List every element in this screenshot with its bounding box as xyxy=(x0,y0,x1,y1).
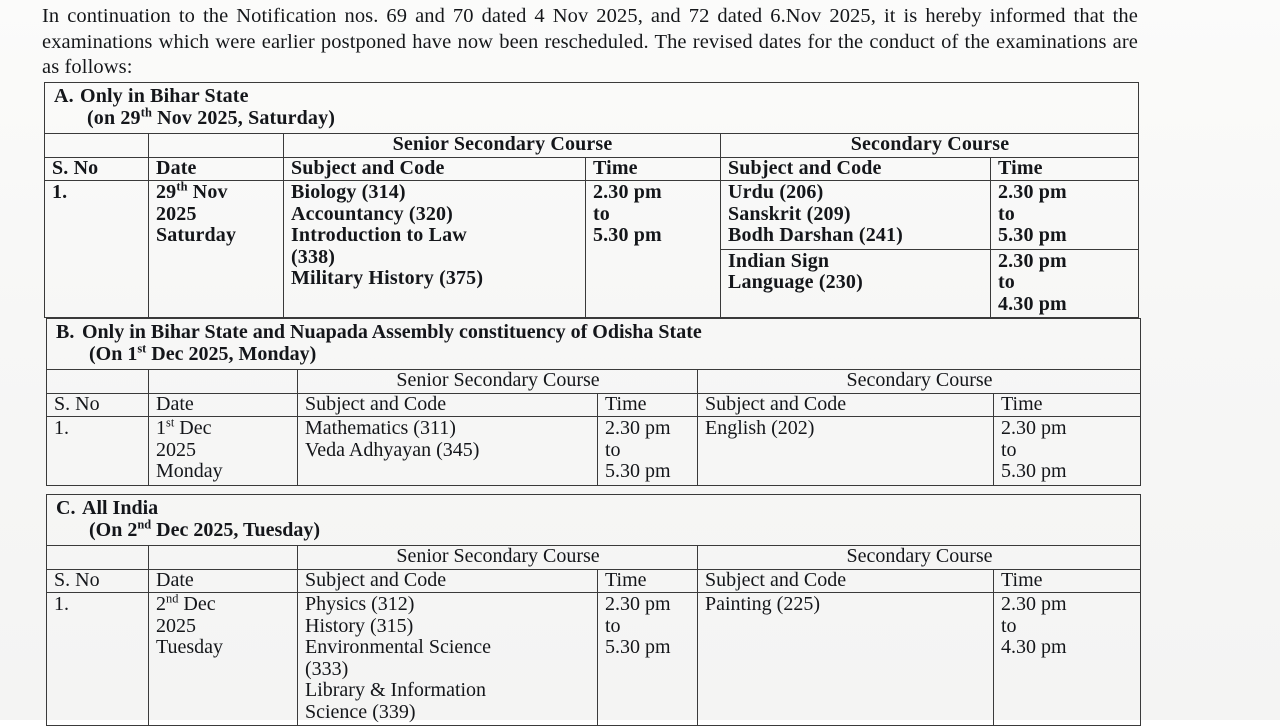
time-line: to xyxy=(998,271,1015,293)
cell-senior-time xyxy=(598,417,698,486)
date-month: Nov xyxy=(187,181,228,203)
date-year: 2025 xyxy=(156,614,196,637)
section-b-subtitle-sup: st xyxy=(137,340,147,355)
subject-item: Mathematics (311) xyxy=(305,417,456,439)
section-c-heading xyxy=(47,495,1141,546)
group-header-row xyxy=(45,134,1139,158)
subject-item: (333) xyxy=(305,657,349,680)
date-year: 2025 xyxy=(156,202,197,225)
column-header-subject-senior: Subject and Code xyxy=(284,157,586,181)
column-header-date: Date xyxy=(149,569,298,593)
subject-item: (338) xyxy=(291,245,336,268)
column-header-sno: S. No xyxy=(47,569,149,593)
time-line: 5.30 pm xyxy=(998,224,1067,246)
section-heading-row xyxy=(47,319,1141,370)
date-month: Dec xyxy=(174,417,212,439)
cell-sno: 1. xyxy=(47,417,149,486)
date-weekday: Monday xyxy=(156,460,223,482)
section-heading-row xyxy=(45,83,1139,134)
cell-secondary-time xyxy=(994,593,1141,726)
time-line: 2.30 pm xyxy=(998,181,1067,203)
column-header-sno: S. No xyxy=(45,157,149,181)
subject-item: Bodh Darshan (241) xyxy=(728,224,903,246)
subject-item: Painting (225) xyxy=(705,593,820,615)
table-row xyxy=(47,417,1141,486)
section-a-subtitle-suffix: Nov 2025, Saturday) xyxy=(152,106,336,129)
group-header-secondary: Secondary Course xyxy=(698,370,1141,394)
section-a-heading xyxy=(45,83,1139,134)
table-row xyxy=(47,593,1141,726)
column-header-subject-secondary: Subject and Code xyxy=(698,569,994,593)
time-line: 4.30 pm xyxy=(1001,636,1067,658)
section-a-label: A. xyxy=(54,85,74,107)
date-weekday: Saturday xyxy=(156,224,237,246)
column-header-subject-secondary: Subject and Code xyxy=(698,393,994,417)
cell-date xyxy=(149,593,298,726)
group-header-secondary: Secondary Course xyxy=(721,134,1139,158)
column-header-time-senior: Time xyxy=(586,157,721,181)
schedule-table-c xyxy=(46,494,1141,726)
intro-paragraph xyxy=(42,4,1138,81)
section-a-subtitle-sup: th xyxy=(140,104,153,119)
date-day-suffix: st xyxy=(166,415,175,430)
intro-line-3: rescheduled. The revised dates for the conduct of the examinations are as follows: xyxy=(42,30,1138,78)
cell-secondary-time xyxy=(991,181,1139,250)
subject-item: Urdu (206) xyxy=(728,181,824,203)
column-header-time-senior: Time xyxy=(598,569,698,593)
group-header-row xyxy=(47,546,1141,570)
section-c-subtitle-sup: nd xyxy=(137,516,152,531)
section-a-subtitle-prefix: (on 29 xyxy=(87,106,141,129)
cell-senior-subjects xyxy=(298,593,598,726)
time-line: 4.30 pm xyxy=(998,292,1067,315)
time-line: 2.30 pm xyxy=(1001,593,1067,615)
cell-secondary-time xyxy=(994,417,1141,486)
subject-item: History (315) xyxy=(305,614,414,637)
section-b-label: B. xyxy=(56,321,75,343)
intro-line-2: it is hereby informed that the examinations which were earlier postponed have now been xyxy=(42,5,1138,53)
date-year: 2025 xyxy=(156,438,196,461)
time-line: to xyxy=(605,438,621,461)
schedule-table-b xyxy=(46,318,1141,486)
cell-sno: 1. xyxy=(47,593,149,726)
subject-item: English (202) xyxy=(705,417,815,439)
column-header-date: Date xyxy=(149,157,284,181)
section-b-heading xyxy=(47,319,1141,370)
subject-item: Military History (375) xyxy=(291,267,484,289)
time-line: 2.30 pm xyxy=(605,593,671,615)
cell-secondary-subjects xyxy=(721,249,991,318)
time-line: to xyxy=(1001,438,1017,461)
column-header-time-secondary: Time xyxy=(994,393,1141,417)
section-heading-row xyxy=(47,495,1141,546)
column-header-date: Date xyxy=(149,393,298,417)
date-day-suffix: nd xyxy=(166,591,179,606)
time-line: 5.30 pm xyxy=(605,460,671,482)
spacer-cell xyxy=(149,546,298,570)
column-header-time-secondary: Time xyxy=(994,569,1141,593)
date-month: Dec xyxy=(178,593,216,615)
time-line: 5.30 pm xyxy=(1001,460,1067,482)
time-line: 2.30 pm xyxy=(593,181,662,203)
group-header-senior-secondary: Senior Secondary Course xyxy=(284,134,721,158)
section-b-title: Only in Bihar State and Nuapada Assembly constituency of Odisha State xyxy=(82,321,702,343)
column-header-row xyxy=(45,157,1139,181)
column-header-subject-secondary: Subject and Code xyxy=(721,157,991,181)
date-day: 29 xyxy=(156,181,177,203)
schedule-table-a xyxy=(44,82,1139,318)
spacer-cell xyxy=(47,546,149,570)
column-header-subject-senior: Subject and Code xyxy=(298,393,598,417)
section-c-label: C. xyxy=(56,497,76,519)
subject-item: Introduction to Law xyxy=(291,224,467,246)
subject-item: Science (339) xyxy=(305,700,416,723)
column-header-time-secondary: Time xyxy=(991,157,1139,181)
column-header-row xyxy=(47,569,1141,593)
time-line: to xyxy=(605,614,621,637)
section-b-subtitle-suffix: Dec 2025, Monday) xyxy=(146,342,317,365)
subject-item: Library & Information xyxy=(305,679,487,701)
cell-secondary-subjects xyxy=(698,417,994,486)
time-line: to xyxy=(593,202,610,225)
cell-secondary-subjects xyxy=(698,593,994,726)
section-c-subtitle-suffix: Dec 2025, Tuesday) xyxy=(151,518,321,541)
date-day: 2 xyxy=(156,593,166,615)
subject-item: Language (230) xyxy=(728,271,863,293)
section-a-subtitle xyxy=(54,104,1132,130)
intro-line-1: In continuation to the Notification nos. 69 and 70 dated 4 Nov 2025, and 72 dated 6.Nov 2025, xyxy=(42,5,876,27)
subject-item: Accountancy (320) xyxy=(291,202,453,225)
cell-sno: 1. xyxy=(45,181,149,318)
time-line: 2.30 pm xyxy=(998,249,1067,272)
section-c-subtitle-prefix: (On 2 xyxy=(89,518,138,541)
time-line: to xyxy=(998,202,1015,225)
section-c-subtitle xyxy=(56,516,1134,542)
section-b-subtitle-prefix: (On 1 xyxy=(89,342,138,365)
cell-senior-time xyxy=(598,593,698,726)
subject-item: Biology (314) xyxy=(291,181,406,203)
group-header-senior-secondary: Senior Secondary Course xyxy=(298,546,698,570)
table-row xyxy=(45,181,1139,250)
spacer-cell xyxy=(45,134,149,158)
section-b-subtitle xyxy=(56,340,1134,366)
time-line: 5.30 pm xyxy=(605,636,671,658)
group-header-row xyxy=(47,370,1141,394)
date-day-suffix: th xyxy=(176,179,188,194)
cell-secondary-subjects xyxy=(721,181,991,250)
subject-item: Environmental Science xyxy=(305,636,492,658)
column-header-sno: S. No xyxy=(47,393,149,417)
cell-date xyxy=(149,417,298,486)
time-line: to xyxy=(1001,614,1017,637)
subject-item: Veda Adhyayan (345) xyxy=(305,438,480,461)
column-header-subject-senior: Subject and Code xyxy=(298,569,598,593)
subject-item: Indian Sign xyxy=(728,249,830,272)
date-weekday: Tuesday xyxy=(156,636,224,658)
section-c-title: All India xyxy=(82,497,159,519)
cell-senior-time xyxy=(586,181,721,318)
cell-secondary-time xyxy=(991,249,1139,318)
time-line: 2.30 pm xyxy=(605,417,671,439)
column-header-time-senior: Time xyxy=(598,393,698,417)
time-line: 5.30 pm xyxy=(593,224,662,246)
spacer-cell xyxy=(47,370,149,394)
spacer-cell xyxy=(149,370,298,394)
group-header-senior-secondary: Senior Secondary Course xyxy=(298,370,698,394)
date-day: 1 xyxy=(156,417,166,439)
subject-item: Sanskrit (209) xyxy=(728,202,851,225)
column-header-row xyxy=(47,393,1141,417)
cell-senior-subjects xyxy=(284,181,586,318)
cell-senior-subjects xyxy=(298,417,598,486)
cell-date xyxy=(149,181,284,318)
subject-item: Physics (312) xyxy=(305,593,415,615)
group-header-secondary: Secondary Course xyxy=(698,546,1141,570)
section-a-title: Only in Bihar State xyxy=(80,85,249,107)
time-line: 2.30 pm xyxy=(1001,417,1067,439)
spacer-cell xyxy=(149,134,284,158)
